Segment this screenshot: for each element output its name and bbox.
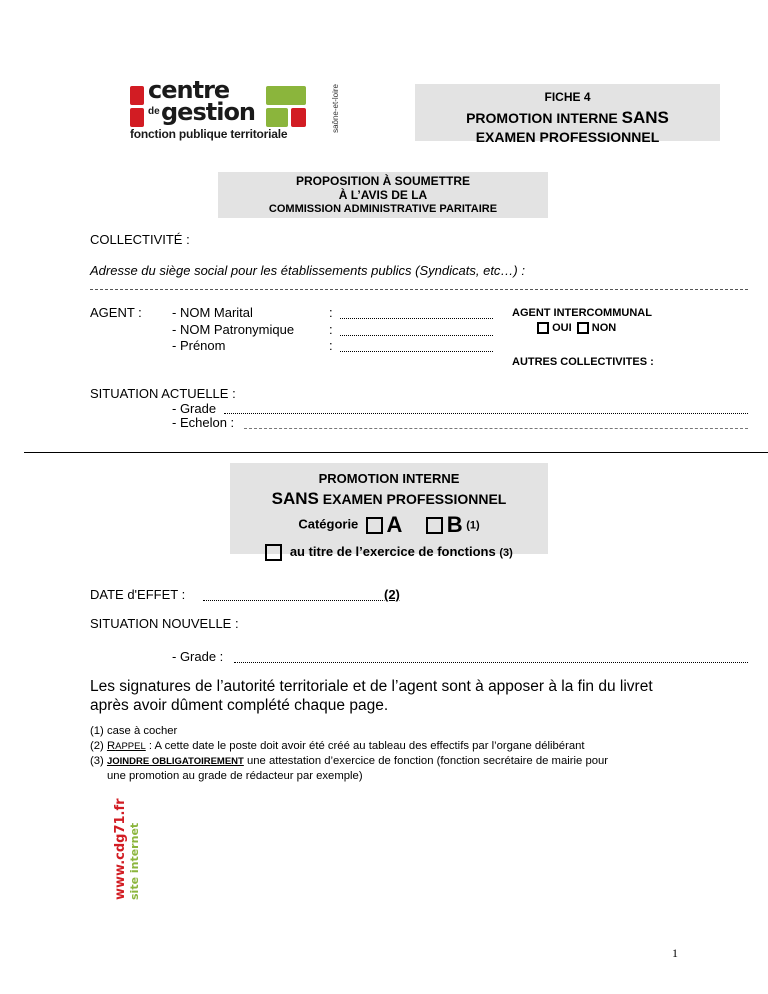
fonctions-checkbox[interactable] xyxy=(265,544,282,561)
prenom-field[interactable] xyxy=(340,351,493,352)
nom-marital-label: - NOM Marital xyxy=(172,305,253,320)
grade-field[interactable] xyxy=(224,413,748,414)
logo-word-centre: centre xyxy=(148,76,230,104)
fonctions-label: au titre de l’exercice de fonctions xyxy=(289,544,496,559)
logo-red-bars xyxy=(130,86,144,127)
nom-patronymique-field[interactable] xyxy=(340,335,493,336)
grade-nouveau-field[interactable] xyxy=(234,662,748,663)
logo-word-de: de xyxy=(148,106,160,117)
site-internet-logo xyxy=(113,798,154,900)
promotion-title: PROMOTION INTERNE xyxy=(318,471,460,486)
fiche-title-a: PROMOTION INTERNE xyxy=(466,110,622,126)
footnote-3-continued: une promotion au grade de rédacteur par exemple) xyxy=(107,770,363,782)
promotion-sans: SANS xyxy=(271,489,319,508)
proposition-line-3: COMMISSION ADMINISTRATIVE PARITAIRE xyxy=(268,203,498,215)
categorie-b-label: B xyxy=(446,512,463,537)
rappel-label: RAPPEL xyxy=(106,740,146,752)
oui-checkbox[interactable] xyxy=(537,322,549,334)
date-effet-field[interactable] xyxy=(203,600,383,601)
situation-actuelle-label: SITUATION ACTUELLE : xyxy=(90,386,236,401)
proposition-line-1: PROPOSITION À SOUMETTRE xyxy=(295,174,470,188)
joindre-obligatoirement: JOINDRE OBLIGATOIREMENT xyxy=(106,756,244,767)
logo xyxy=(130,76,340,147)
date-effet-ref: (2) xyxy=(384,587,400,602)
footnote-2: (2) RAPPEL : A cette date le poste doit avoir été créé au tableau des effectifs par l’organe délibérant xyxy=(90,740,585,752)
fiche-subtitle: EXAMEN PROFESSIONNEL xyxy=(475,129,660,145)
fiche-title-box xyxy=(415,84,720,145)
logo-word-gestion: gestion xyxy=(161,98,256,126)
date-effet-label: DATE d'EFFET : xyxy=(90,587,186,602)
adresse-label: Adresse du siège social pour les établissements publics (Syndicats, etc…) : xyxy=(90,263,525,278)
categorie-a-checkbox[interactable] xyxy=(366,517,383,534)
proposition-line-2: À L’AVIS DE LA xyxy=(338,188,428,202)
categorie-b-checkbox[interactable] xyxy=(426,517,443,534)
categorie-a-label: A xyxy=(386,512,403,537)
colon: : xyxy=(329,338,333,353)
logo-tagline: fonction publique territoriale xyxy=(130,127,288,141)
page-number: 1 xyxy=(672,946,678,960)
ref-note-3: (3) xyxy=(499,547,513,559)
grade-nouveau-label: - Grade : xyxy=(172,649,224,664)
footnote-3: (3) JOINDRE OBLIGATOIREMENT une attestation d’exercice de fonction (fonction secrétaire de mairie pour xyxy=(90,755,609,767)
section-divider xyxy=(24,452,768,453)
fiche-title-b: SANS xyxy=(621,108,669,127)
proposition-box xyxy=(218,172,548,218)
fiche-number: FICHE 4 xyxy=(544,90,591,104)
promotion-subtitle: EXAMEN PROFESSIONNEL xyxy=(318,491,507,507)
non-label: NON xyxy=(591,322,617,334)
non-checkbox[interactable] xyxy=(577,322,589,334)
agent-intercommunal-label: AGENT INTERCOMMUNAL xyxy=(512,307,652,319)
categorie-label: Catégorie xyxy=(298,516,359,532)
grade-label: - Grade xyxy=(172,401,217,416)
nom-marital-field[interactable] xyxy=(340,318,493,319)
echelon-field[interactable] xyxy=(244,428,748,429)
ref-note-1: (1) xyxy=(466,519,480,532)
agent-label: AGENT : xyxy=(90,305,142,320)
footnotes xyxy=(90,724,608,784)
situation-nouvelle-label: SITUATION NOUVELLE : xyxy=(90,616,239,631)
site-url: www.cdg71.fr xyxy=(113,798,128,900)
adresse-field[interactable] xyxy=(90,289,748,290)
signatures-notice: Les signatures de l’autorité territoriale et de l’agent sont à apposer à la fin du livret après avoir dûment complété chaque page. xyxy=(90,678,653,714)
autres-collectivites-label: AUTRES COLLECTIVITES : xyxy=(512,356,654,368)
logo-vertical-text: saône-et-loire xyxy=(331,84,340,133)
logo-blocks xyxy=(266,86,306,127)
colon: : xyxy=(329,322,333,337)
collectivite-label: COLLECTIVITÉ : xyxy=(90,232,190,247)
promotion-box xyxy=(230,463,548,559)
echelon-label: - Echelon : xyxy=(172,415,235,430)
footnote-1: (1) case à cocher xyxy=(90,725,178,737)
prenom-label: - Prénom xyxy=(172,338,226,353)
colon: : xyxy=(329,305,333,320)
nom-patronymique-label: - NOM Patronymique xyxy=(172,322,295,337)
site-label: site internet xyxy=(128,822,141,900)
oui-label: OUI xyxy=(552,322,572,334)
